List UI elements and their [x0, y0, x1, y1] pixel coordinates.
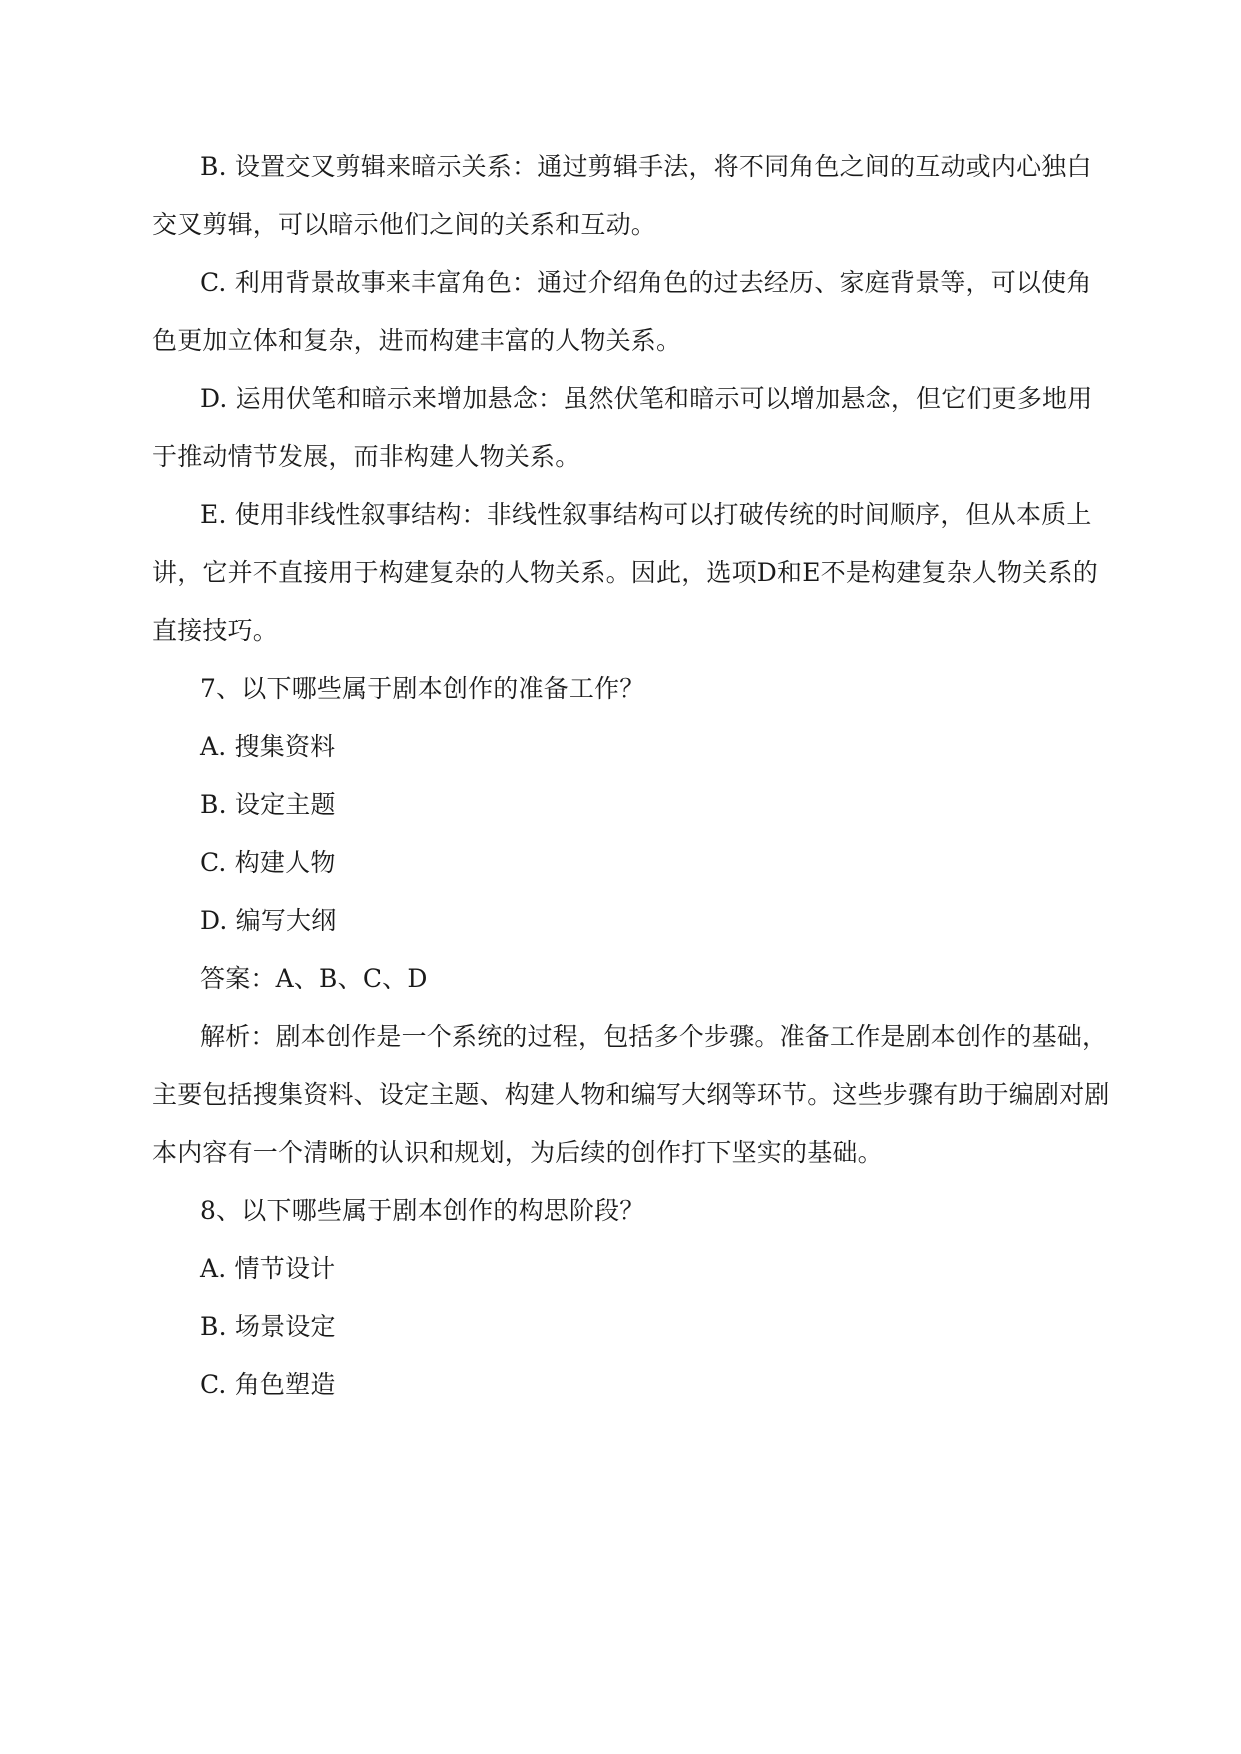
option-b-paragraph-line-1: B. 设置交叉剪辑来暗示关系：通过剪辑手法，将不同角色之间的互动或内心独白 [200, 152, 1092, 181]
option-c-paragraph-line-2: 色更加立体和复杂，进而构建丰富的人物关系。 [152, 326, 682, 355]
question-7-answer: 答案：A、B、C、D [200, 964, 428, 993]
question-8-option-b: B. 场景设定 [200, 1312, 336, 1341]
question-8-option-a: A. 情节设计 [200, 1254, 336, 1283]
question-7-explanation-line-2: 主要包括搜集资料、设定主题、构建人物和编写大纲等环节。这些步骤有助于编剧对剧 [152, 1080, 1110, 1109]
option-e-paragraph-line-1: E. 使用非线性叙事结构：非线性叙事结构可以打破传统的时间顺序，但从本质上 [200, 500, 1092, 529]
question-8-option-c: C. 角色塑造 [200, 1370, 336, 1399]
question-7-option-c: C. 构建人物 [200, 848, 336, 877]
option-e-paragraph-line-2: 讲，它并不直接用于构建复杂的人物关系。因此，选项D和E不是构建复杂人物关系的 [152, 558, 1098, 587]
question-7-option-b: B. 设定主题 [200, 790, 336, 819]
question-7-option-a: A. 搜集资料 [200, 732, 336, 761]
option-e-paragraph-line-3: 直接技巧。 [152, 616, 279, 645]
question-8-heading: 8、以下哪些属于剧本创作的构思阶段？ [200, 1196, 645, 1225]
option-b-paragraph-line-2: 交叉剪辑，可以暗示他们之间的关系和互动。 [152, 210, 657, 239]
question-7-option-d: D. 编写大纲 [200, 906, 337, 935]
question-7-explanation-line-3: 本内容有一个清晰的认识和规划，为后续的创作打下坚实的基础。 [152, 1138, 883, 1167]
option-d-paragraph-line-1: D. 运用伏笔和暗示来增加悬念：虽然伏笔和暗示可以增加悬念，但它们更多地用 [200, 384, 1093, 413]
option-c-paragraph-line-1: C. 利用背景故事来丰富角色：通过介绍角色的过去经历、家庭背景等，可以使角 [200, 268, 1092, 297]
question-7-explanation-line-1: 解析：剧本创作是一个系统的过程，包括多个步骤。准备工作是剧本创作的基础， [200, 1022, 1108, 1051]
option-d-paragraph-line-2: 于推动情节发展，而非构建人物关系。 [152, 442, 581, 471]
document-body [152, 138, 1110, 1414]
question-7-heading: 7、以下哪些属于剧本创作的准备工作？ [200, 674, 645, 703]
